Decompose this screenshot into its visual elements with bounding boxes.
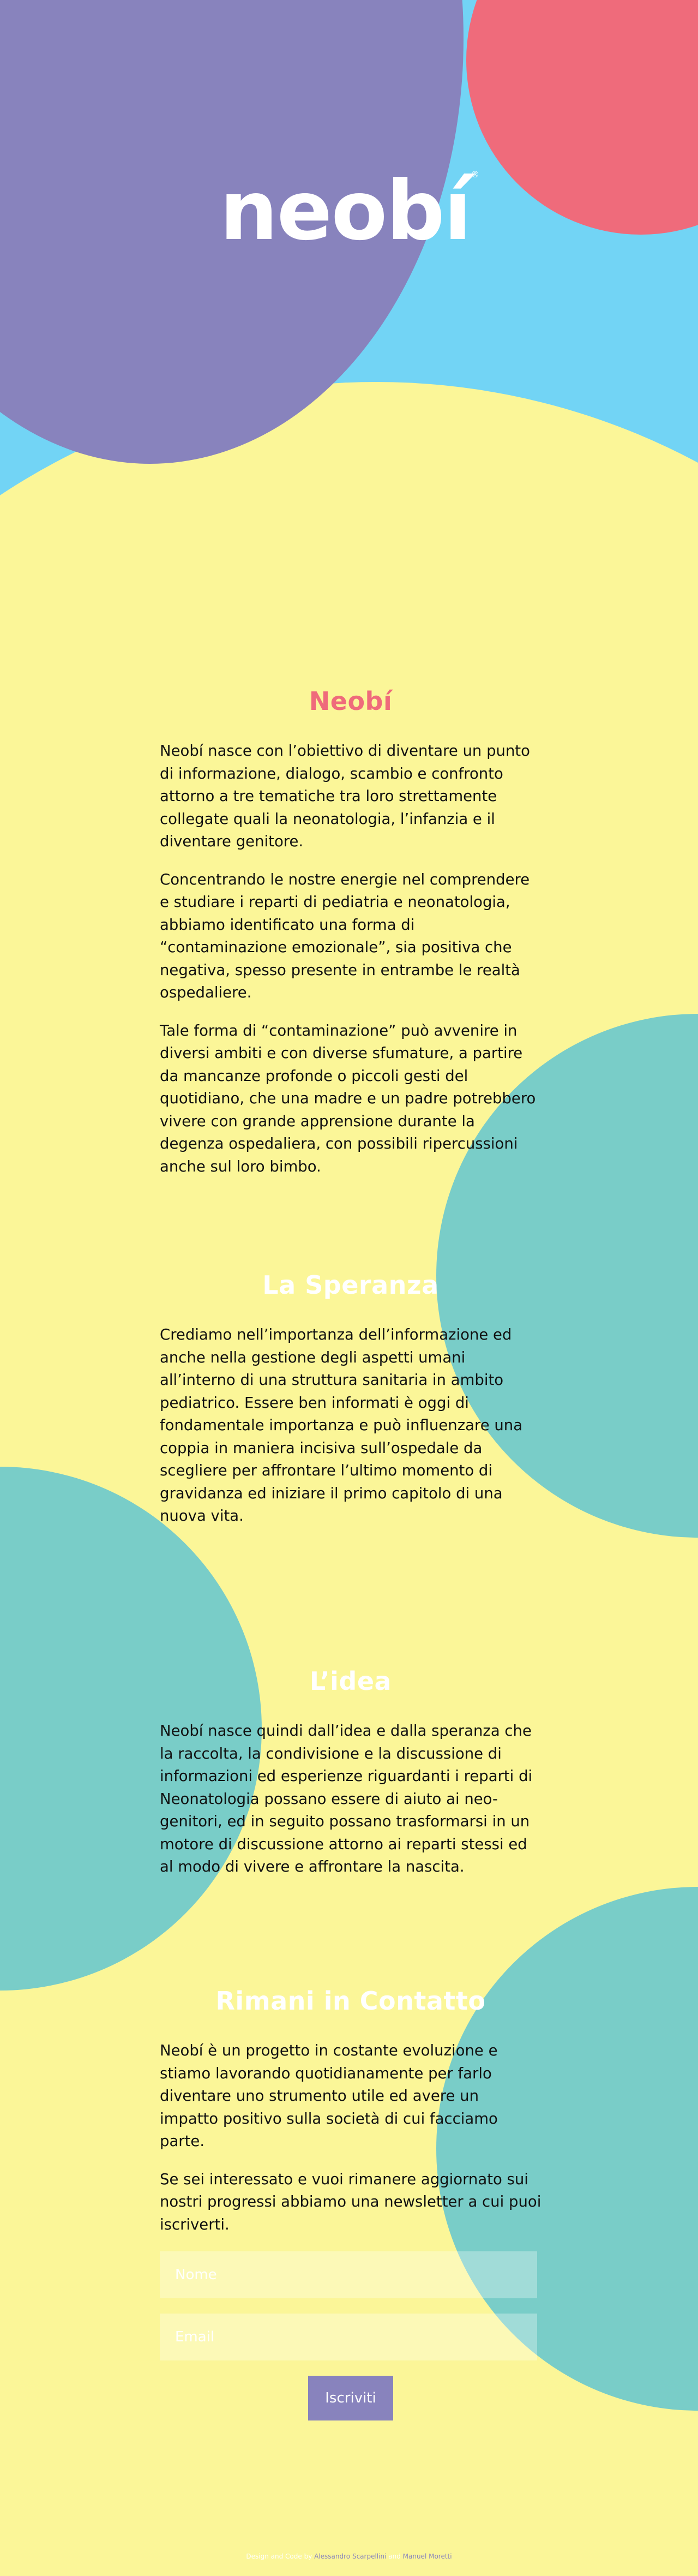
footer [0, 2553, 698, 2560]
email-field[interactable] [160, 2314, 537, 2360]
registered-mark: ® [471, 169, 479, 180]
section-title: La Speranza [262, 1270, 439, 1300]
author-link[interactable]: Manuel Moretti [402, 2553, 452, 2560]
section-title: Rimani in Contatto [215, 1986, 486, 2016]
paragraph: Tale forma di “contaminazione” può avvenire in diversi ambiti e con diverse sfumature, a partire da mancanze profonde o piccoli gesti del quotidiano, che una madre e un padre potrebbero vivere con grande apprensione durante la degenza ospedaliera, con possibili ripercussioni anche sul loro bimbo. [160, 1021, 536, 1175]
section-speranza [160, 1270, 541, 1543]
name-field[interactable] [160, 2251, 537, 2298]
paragraph: Concentrando le nostre energie nel comprendere e studiare i reparti di pediatria e neonatologia, abbiamo identificato una forma di “contaminazione emozionale”, sia positiva che negativa, spesso presente in entrambe le realtà ospedaliere. [160, 870, 530, 1001]
footer-prefix: Design and Code by [246, 2553, 312, 2560]
footer-separator: and [388, 2553, 401, 2560]
logo [0, 164, 698, 259]
paragraph: Neobí nasce quindi dall’idea e dalla speranza che la raccolta, la condivisione e la discussione di informazioni ed esperienze riguardanti i reparti di Neonatologia possano essere di aiuto ai neo-genitori, ed in seguito possano trasformarsi in un motore di discussione attorno ai reparti stessi ed al modo di vivere e affrontare la nascita. [160, 1722, 533, 1875]
logo-text: neobí [219, 164, 471, 259]
section-title: L’idea [309, 1666, 392, 1696]
paragraph: Se sei interessato e vuoi rimanere aggiornato sui nostri progressi abbiamo una newsletter a cui puoi iscriverti. [160, 2170, 541, 2233]
paragraph: Neobí è un progetto in costante evoluzione e stiamo lavorando quotidianamente per farlo diventare uno strumento utile ed avere un impatto positivo sulla società di cui facciamo parte. [160, 2042, 498, 2150]
paragraph: Neobí nasce con l’obiettivo di diventare un punto di informazione, dialogo, scambio e confronto attorno a tre tematiche tra loro strettamente collegate quali la neonatologia, l’infanzia e il diventare genitore. [160, 742, 531, 850]
newsletter-form [160, 2251, 541, 2420]
section-idea [160, 1666, 541, 1894]
author-link[interactable]: Alessandro Scarpellini [314, 2553, 387, 2560]
subscribe-button[interactable]: Iscriviti [308, 2376, 393, 2420]
paragraph: Crediamo nell’importanza dell’informazione ed anche nella gestione degli aspetti umani all’interno di una struttura sanitaria in ambito pediatrico. Essere ben informati è oggi di fondamentale importanza e può influenzare una coppia in maniera incisiva sull’ospedale da scegliere per affrontare l’ultimo momento di gravidanza ed iniziare il primo capitolo di una nuova vita. [160, 1326, 523, 1525]
section-title: Neobí [309, 686, 393, 716]
section-neobi [160, 686, 541, 1193]
section-contatto [160, 1986, 541, 2420]
